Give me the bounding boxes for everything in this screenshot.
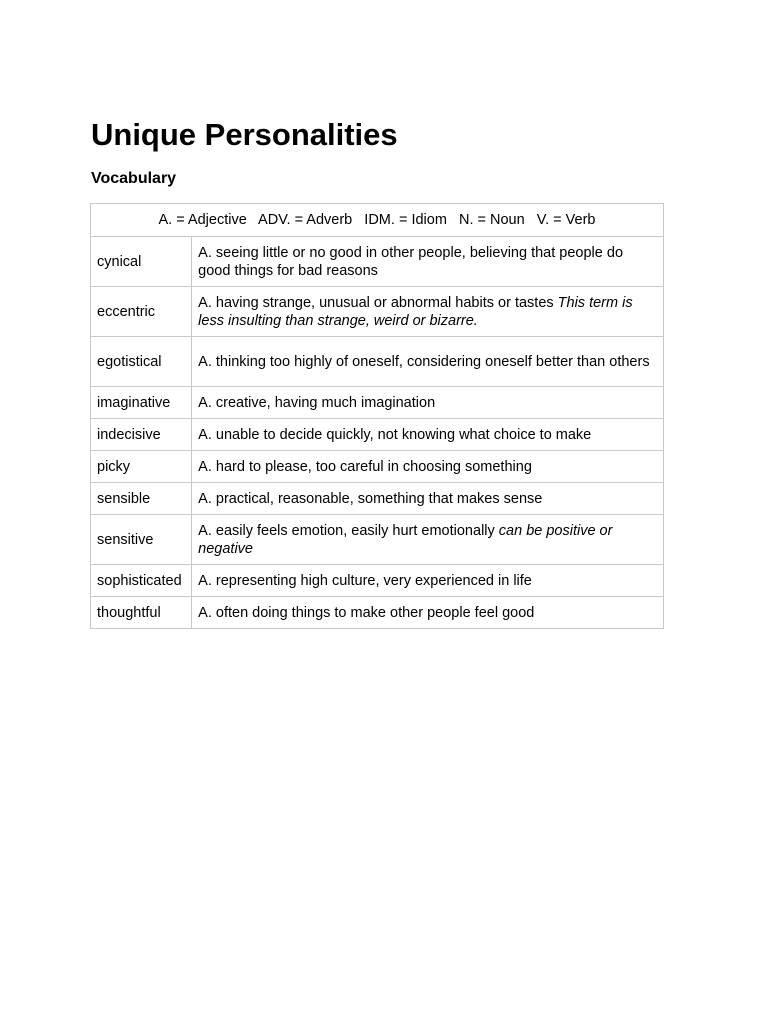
- table-row: [91, 515, 664, 565]
- word-cell: thoughtful: [91, 597, 192, 629]
- definition-cell: [192, 419, 664, 451]
- definition-text: A. unable to decide quickly, not knowing what choice to make: [198, 426, 592, 443]
- table-row: [91, 287, 664, 337]
- table-row: [91, 419, 664, 451]
- definition-text: A. thinking too highly of oneself, considering oneself better than others: [198, 353, 650, 370]
- word-cell: picky: [91, 451, 192, 483]
- definition-text: A. easily feels emotion, easily hurt emotionally: [198, 522, 499, 539]
- word-cell: eccentric: [91, 287, 192, 337]
- table-row: [91, 237, 664, 287]
- definition-cell: [192, 287, 664, 337]
- word-cell: imaginative: [91, 387, 192, 419]
- word-cell: indecisive: [91, 419, 192, 451]
- definition-cell: [192, 237, 664, 287]
- table-row: [91, 597, 664, 629]
- word-cell: cynical: [91, 237, 192, 287]
- definition-cell: [192, 565, 664, 597]
- definition-text: A. practical, reasonable, something that makes sense: [198, 490, 543, 507]
- definition-cell: [192, 387, 664, 419]
- definition-cell: [192, 515, 664, 565]
- definition-text: A. hard to please, too careful in choosing something: [198, 458, 532, 475]
- vocabulary-table: [90, 203, 664, 629]
- table-row: [91, 483, 664, 515]
- table-row: [91, 451, 664, 483]
- table-row: [91, 337, 664, 387]
- word-cell: sensitive: [91, 515, 192, 565]
- table-row: [91, 387, 664, 419]
- page-title: Unique Personalities: [91, 117, 398, 152]
- definition-text: A. having strange, unusual or abnormal habits or tastes: [198, 294, 558, 311]
- definition-text: A. often doing things to make other people feel good: [198, 604, 535, 621]
- definition-text: A. seeing little or no good in other people, believing that people do good things for bad reasons: [198, 244, 624, 279]
- definition-cell: [192, 337, 664, 387]
- word-cell: sophisticated: [91, 565, 192, 597]
- definition-text: A. representing high culture, very experienced in life: [198, 572, 532, 589]
- word-cell: egotistical: [91, 337, 192, 387]
- word-cell: sensible: [91, 483, 192, 515]
- definition-cell: [192, 597, 664, 629]
- section-heading: Vocabulary: [91, 170, 177, 187]
- usage-note: can be positive or negative: [198, 522, 613, 557]
- table-row: [91, 565, 664, 597]
- legend-row: [91, 204, 664, 237]
- definition-text: A. creative, having much imagination: [198, 394, 436, 411]
- definition-cell: [192, 483, 664, 515]
- definition-cell: [192, 451, 664, 483]
- usage-note: This term is less insulting than strange, weird or bizarre.: [198, 294, 633, 329]
- legend-cell: A. = Adjective ADV. = Adverb IDM. = Idiom N. = Noun V. = Verb: [91, 204, 664, 237]
